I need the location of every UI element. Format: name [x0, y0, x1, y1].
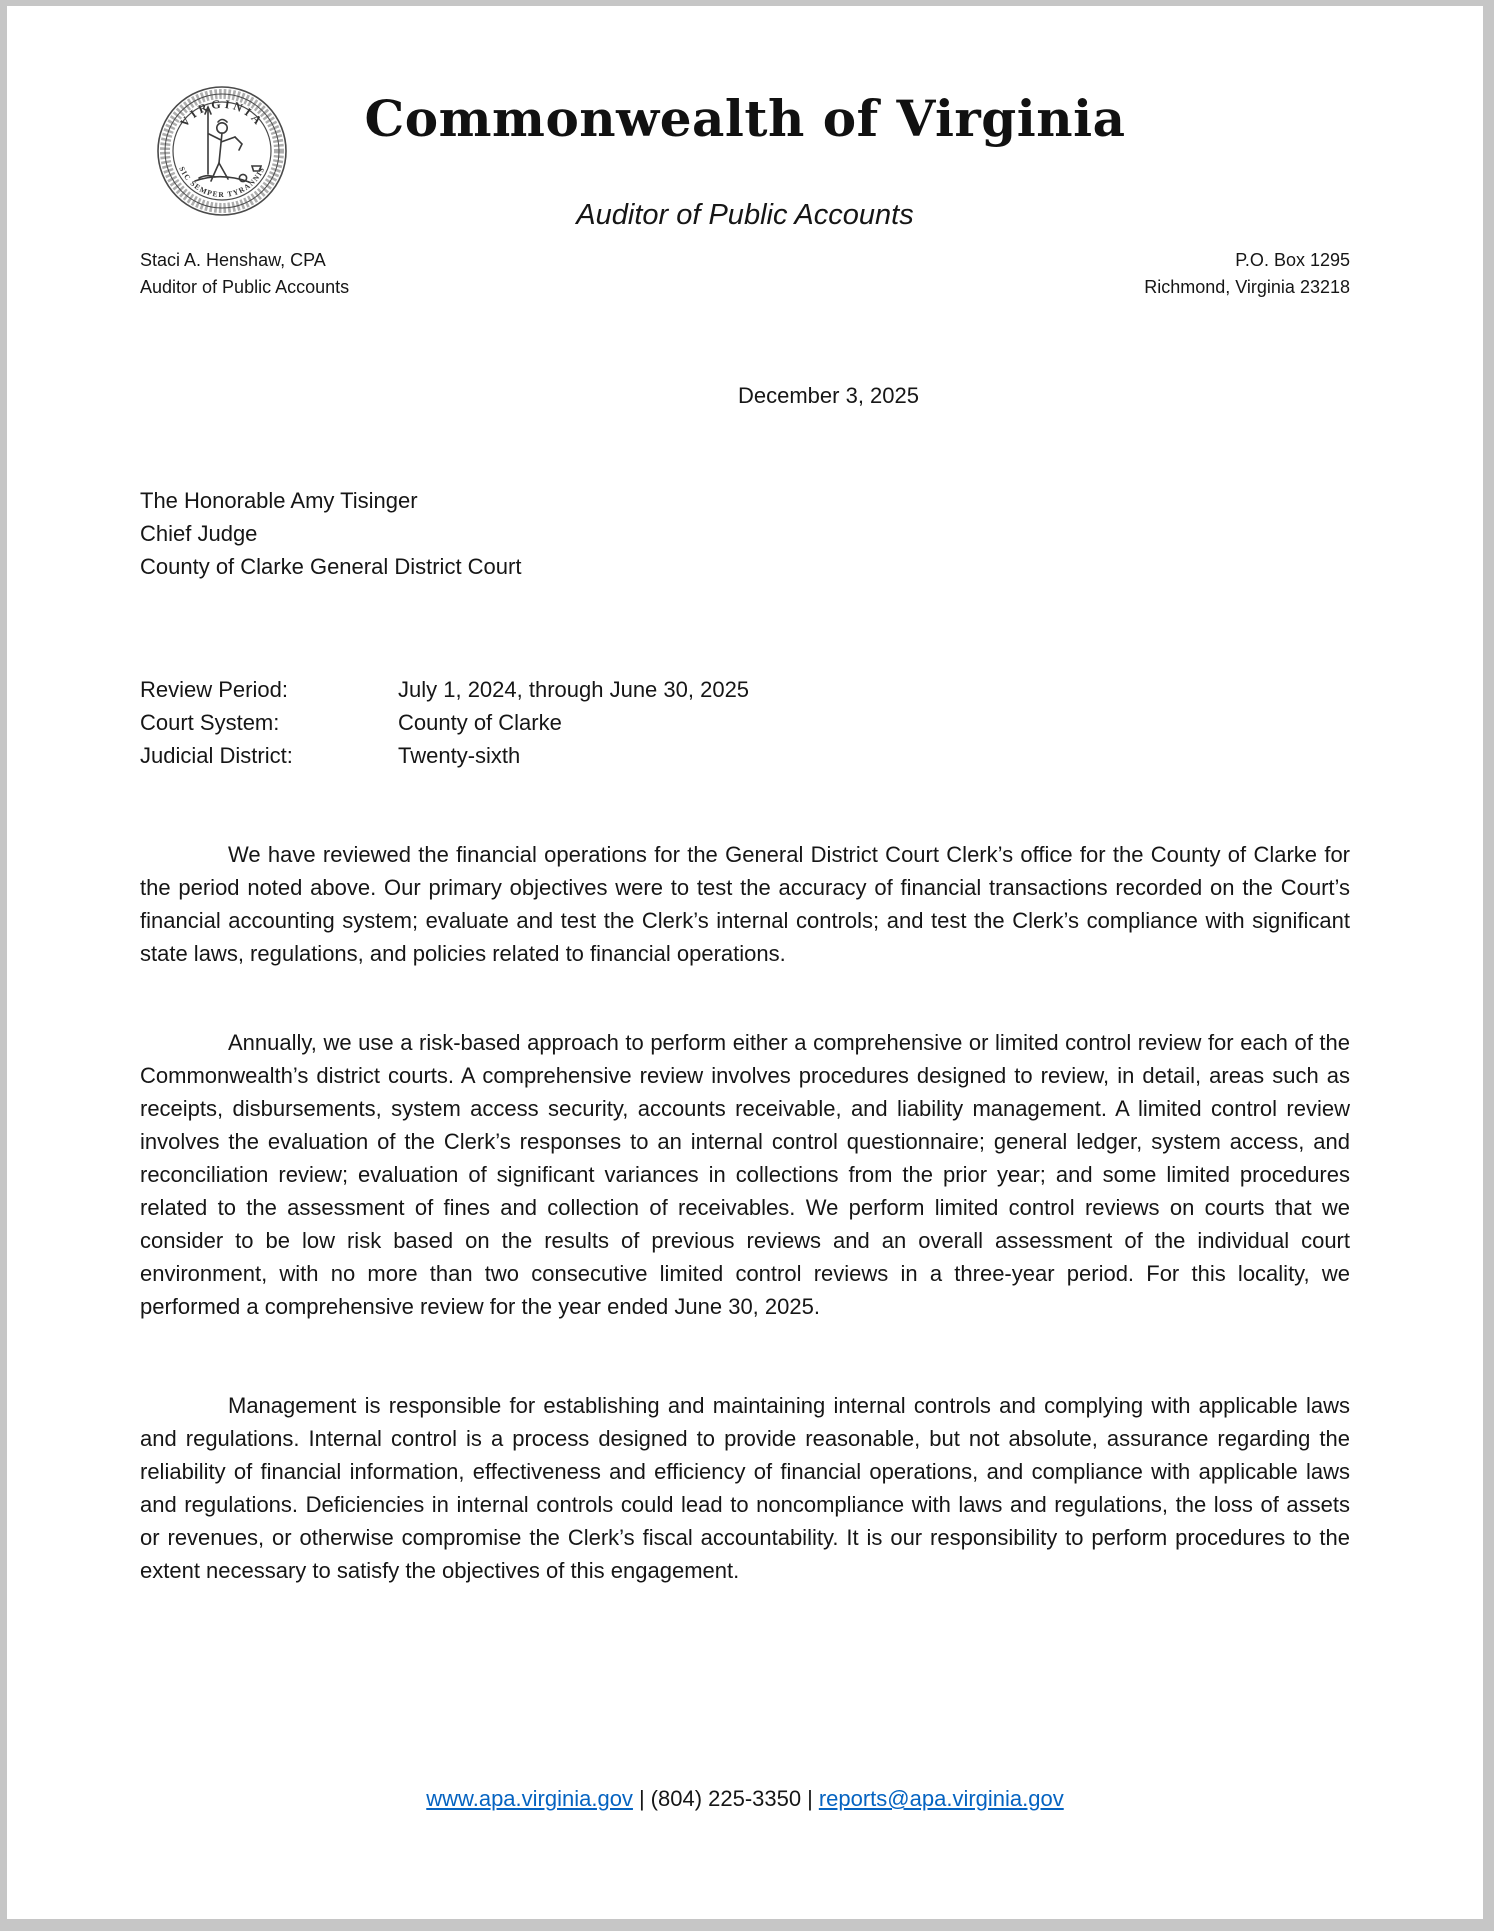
review-period-label: Review Period:: [140, 677, 288, 702]
address-block: [1144, 247, 1350, 301]
email-link[interactable]: reports@apa.virginia.gov: [818, 1786, 1064, 1811]
seal-bottom-text: SIC SEMPER TYRANNIS: [177, 165, 267, 200]
paragraph-approach: Annually, we use a risk-based approach to perform either a comprehensive or limited control review for each of the Commonwealth’s district courts. A comprehensive review involves procedures designed to review, in detail, areas such as receipts, disbursements, system access security, accounts receivable, and liability management. A limited control review involves the evaluation of the Clerk’s responses to an internal control questionnaire; general ledger, system access, and reconciliation review; evaluation of significant variances in collections from the prior year; and some limited procedures related to the assessment of fines and collection of receivables. We perform limited control reviews on courts that we consider to be low risk based on the results of previous reviews and an overall assessment of the individual court environment, with no more than two consecutive limited control reviews in a three-year period. For this locality, we performed a comprehensive review for the year ended June 30, 2025.: [140, 1030, 1350, 1319]
judicial-district-label: Judicial District:: [140, 743, 293, 768]
footer-separator: |: [638, 1786, 645, 1811]
letterhead: [7, 6, 1483, 301]
footer-separator: |: [807, 1786, 813, 1811]
org-title: Commonwealth of Virginia: [364, 89, 1126, 148]
official-title: Auditor of Public Accounts: [140, 277, 350, 297]
org-subtitle: Auditor of Public Accounts: [576, 199, 914, 231]
review-period-row: [140, 673, 1350, 706]
letterhead-contact-row: [140, 247, 1350, 301]
court-system-row: [140, 706, 1350, 739]
judicial-district-row: [140, 739, 1350, 772]
recipient-title: Chief Judge: [140, 521, 258, 546]
address-line1: P.O. Box 1295: [1235, 250, 1350, 270]
review-details: [140, 673, 1350, 772]
phone-number: (804) 225-3350: [650, 1786, 802, 1811]
judicial-district-value: Twenty-sixth: [398, 743, 521, 768]
website-link[interactable]: www.apa.virginia.gov: [426, 1786, 633, 1811]
court-system-value: County of Clarke: [398, 710, 562, 735]
official-block: [140, 247, 349, 301]
recipient-organization: County of Clarke General District Court: [140, 554, 522, 579]
virginia-state-seal-icon: [155, 84, 289, 218]
official-name: Staci A. Henshaw, CPA: [140, 250, 326, 270]
seal-top-text: VIRGINIA: [177, 96, 267, 130]
paragraph-responsibility: Management is responsible for establishing and maintaining internal controls and complying with applicable laws and regulations. Internal control is a process designed to provide reasonable, but not absolute, assurance regarding the reliability of financial information, effectiveness and efficiency of financial operations, and compliance with applicable laws and regulations. Deficiencies in internal controls could lead to noncompliance with laws and regulations, the loss of assets or revenues, or otherwise compromise the Clerk’s fiscal accountability. It is our responsibility to perform procedures to the extent necessary to satisfy the objectives of this engagement.: [140, 1393, 1350, 1583]
letter-date: December 3, 2025: [738, 383, 919, 408]
recipient-name: The Honorable Amy Tisinger: [140, 488, 418, 513]
review-period-value: July 1, 2024, through June 30, 2025: [398, 677, 750, 702]
recipient-block: [140, 484, 1350, 583]
letter-footer: [7, 1782, 1483, 1815]
court-system-label: Court System:: [140, 710, 280, 735]
address-line2: Richmond, Virginia 23218: [1144, 277, 1350, 297]
paragraph-scope: We have reviewed the financial operations for the General District Court Clerk’s office for the County of Clarke for the period noted above. Our primary objectives were to test the accuracy of financial transactions recorded on the Court’s financial accounting system; evaluate and test the Clerk’s internal controls; and test the Clerk’s compliance with significant state laws, regulations, and policies related to financial operations.: [140, 842, 1350, 966]
